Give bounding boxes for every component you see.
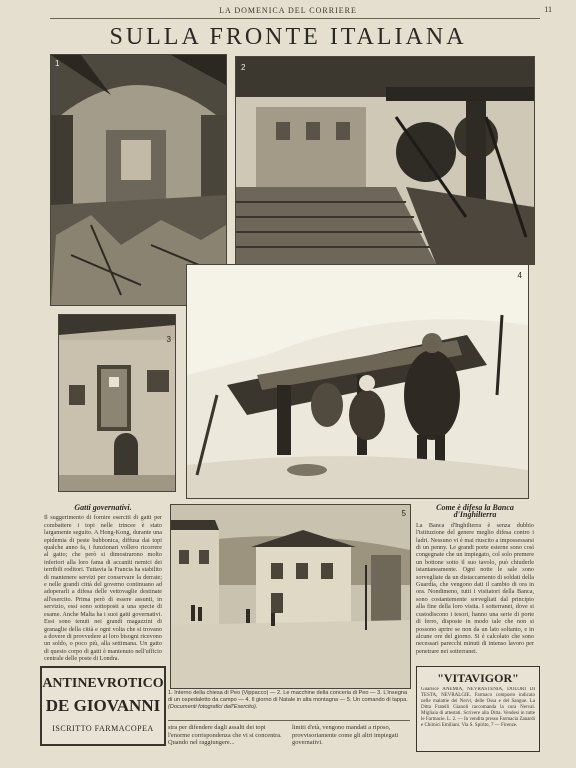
bottom-text-col1: stra per difendere dagli assalti dei topi l'enorme corrispondenza che vi si concentra. Quando nel raggiungere... bbox=[168, 724, 282, 747]
photo-command-post bbox=[170, 504, 411, 689]
photo-christmas-mountains bbox=[186, 264, 529, 499]
ad-vitavigor-body: Guarisce ANEMIA, NEVRASTENIA, DOLORI DI TESTA, NEVRALGIE. Farmaco composto indicato nelle malattie dei Nervi, delle Ossa e del Sangue. La Ditta Fratelli Gianoli raccomanda la cura Nerval. Migliaia di attestati. Scrivere alla Ditta. Vendesi in tutte le Farmacie. L. 2. — In vendita presso Farmacia Zanardi e Chimici Emiliani. Via S. Spirito, 7 — Firenze. bbox=[421, 687, 535, 728]
caption-rule bbox=[168, 720, 410, 721]
right-article bbox=[416, 504, 534, 664]
headline: SULLA FRONTE ITALIANA bbox=[109, 24, 467, 50]
photo-number: 1 bbox=[55, 59, 60, 68]
left-article-body: Il suggerimento di fornire eserciti di gatti per combattere i topi nelle trincee è stato largamente seguito. A Hong-Kong, durante una epidemia di peste bubbonica, diffusa dai topi qualche anno fa, i funzionari vollero ricorrere al gatto; che però si dimostrarono molto inferiori alla loro fama di accaniti nemici dei terribili roditori. Tuttavia la Francia ha stabilito di mantenere servizi per conservare la derrate; e nelle grandi città del governo continuano ad adoperarli a difesa delle vettovaglie destinate all'esercito. Prima però di essere assunti, in servizio, essi sono sottoposti a una specie di esame. Anche Malta ha i suoi gatti governativi. Essi sono tenuti nei grandi magazzini di granaglie della città e ogni volta che si trovano a dovere di provvedere ai loro bisogni ricevono un soldo, o poco più, alla settimana. Un gatto di questo corpo di gatti è mantenuto nell'ufficio centrale delle poste di Londra. bbox=[44, 514, 162, 662]
photo-caption bbox=[168, 690, 410, 718]
photo-caption-credit: (Documenti fotografici dell'Esercito). bbox=[168, 704, 258, 710]
photo-number: 4 bbox=[517, 271, 522, 280]
photo-number: 3 bbox=[166, 335, 171, 344]
photo-number: 5 bbox=[401, 509, 406, 518]
left-article bbox=[44, 504, 162, 662]
right-article-title: Come è difesa la Banca d'Inghilterra bbox=[436, 504, 514, 520]
bottom-text-col2: limiti d'età, vengono mandati a riposo, provvisoriamente come gli altri impiegati governativi. bbox=[292, 724, 399, 747]
masthead-rule bbox=[50, 18, 540, 19]
tannery-machines-image bbox=[236, 57, 534, 264]
ad-antinevrotico-line2: DE GIOVANNI bbox=[45, 696, 161, 715]
ad-antinevrotico bbox=[40, 666, 166, 746]
masthead: LA DOMENICA DEL CORRIERE bbox=[219, 6, 357, 15]
page-number: 11 bbox=[544, 5, 552, 14]
photo-caption-text: 1. Interno della chiesa di Peo (Vippacco) — 2. Le macchine della conceria di Peo — 3. L'insegna di un ospedaletto da campo — 4. Il giorno di Natale in alta montagna — 5. Un comando di tappa. bbox=[168, 690, 408, 703]
left-article-title: Gatti governativi. bbox=[74, 504, 132, 512]
christmas-mountains-image bbox=[187, 265, 528, 498]
hospital-sign-image bbox=[59, 315, 175, 491]
ad-vitavigor bbox=[416, 666, 540, 752]
photo-tannery-machines bbox=[235, 56, 535, 265]
ad-vitavigor-brand: "VITAVIGOR" bbox=[437, 671, 519, 685]
command-post-image bbox=[171, 505, 410, 688]
ad-antinevrotico-line3: ISCRITTO FARMACOPEA bbox=[52, 724, 154, 733]
ad-antinevrotico-line1: ANTINEVROTICO bbox=[42, 676, 164, 691]
right-article-body: La Banca d'Inghilterra è senza dubbio l'istituzione del genere meglio difesa contro i ladri. Nessuno vi è mai riuscito a impossessarsi di un penny. Le grandi porte esterne sono così congegnate che un impiegato, col solo premere un bottone sotto il suo tavolo, può chiuderle istantaneamente. Ogni notte le sale sono sorvegliate da un distaccamento di soldati della Guardia, che vengono dati il cambio di ora in ora. Nondimeno, tutti i visitatori della Banca, sono costantemente sorvegliati dal principio alla fine della loro visita. I sotterranei, dove si custodiscono i tesori, hanno una serie di porte di ferro, disposte in modo tale che non si possono aprire se non da un lato soltanto, e in alcune ore del giorno. Si è calcolato che sono necessari parecchi minuti di intenso lavoro per penetrare nei sotterranei. bbox=[416, 521, 534, 655]
photo-number: 2 bbox=[241, 63, 246, 72]
photo-hospital-sign bbox=[58, 314, 176, 492]
